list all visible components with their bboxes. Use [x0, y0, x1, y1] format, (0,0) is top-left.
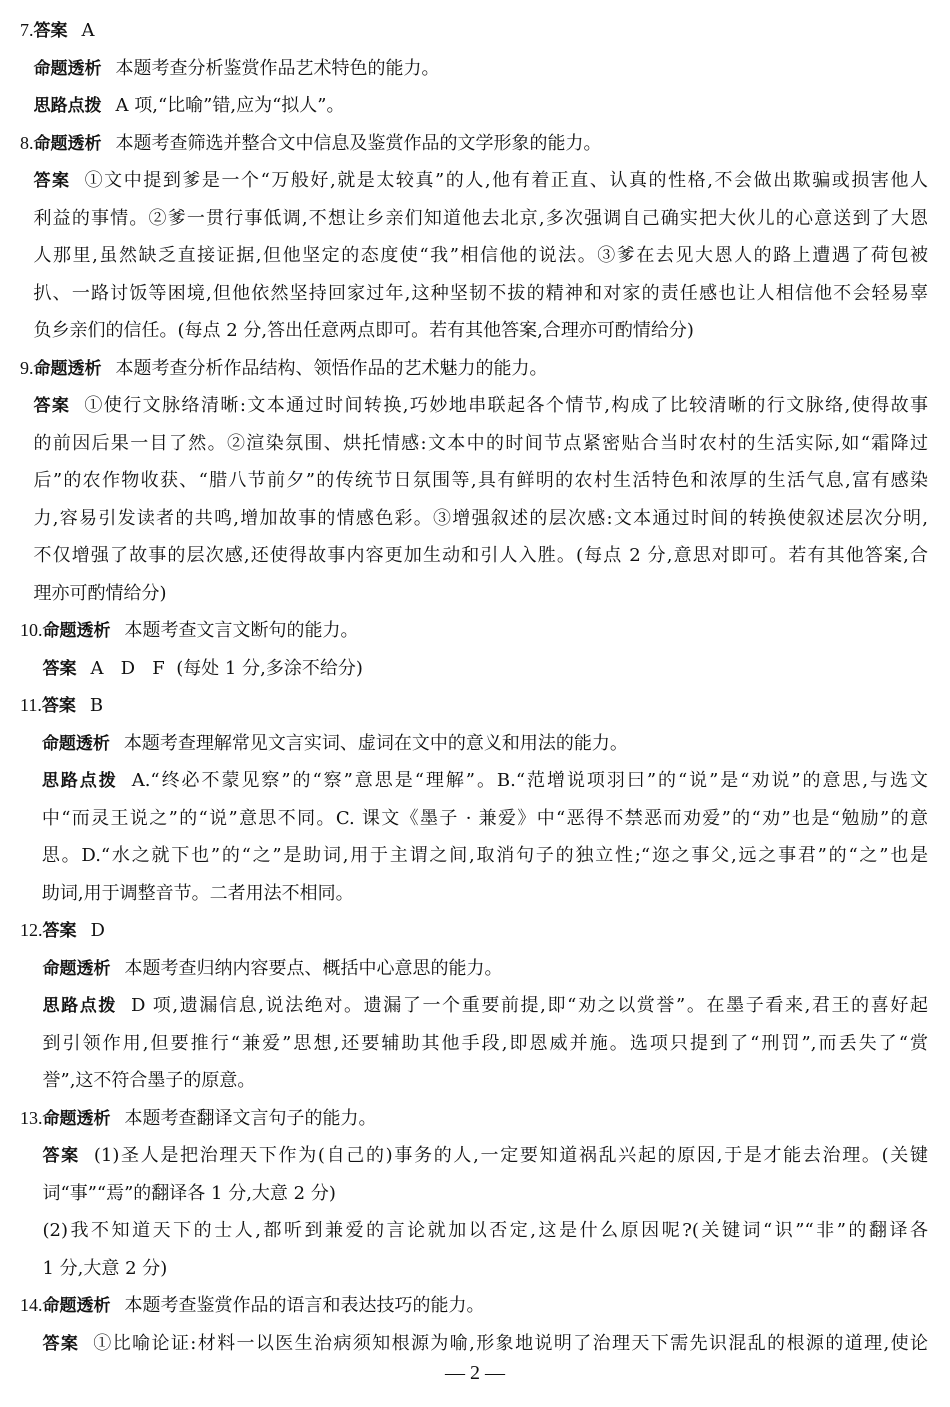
text-line: [43, 1062, 929, 1100]
question-content: [43, 1100, 929, 1288]
line-text: 本题考查翻译文言句子的能力。: [124, 1107, 377, 1129]
answer-document: [20, 12, 928, 1362]
section-label: 命题透析: [33, 133, 102, 154]
text-line: [34, 275, 929, 313]
line-text: 理亦可酌情给分): [33, 582, 167, 604]
text-line: [34, 162, 929, 200]
text-line: [34, 87, 929, 125]
line-text: 后”的农作物收获、“腊八节前夕”的传统节日氛围等,具有鲜明的农村生活特色和浓厚的生活气息,富有感染: [33, 470, 928, 491]
line-text: 本题考查鉴赏作品的语言和表达技巧的能力。: [124, 1295, 485, 1316]
question-number: 11.: [20, 695, 42, 715]
line-text: 本题考查筛选并整合文中信息及鉴赏作品的文学形象的能力。: [115, 132, 602, 154]
line-text: 人那里,虽然缺乏直接证据,但他坚定的态度使“我”相信他的说法。③爹在去见大恩人的路上遭遇了荷包被: [33, 245, 928, 266]
question-number: 9.: [20, 357, 34, 378]
section-label: 答案: [33, 396, 71, 416]
text-line: [34, 387, 929, 425]
line-text: 到引领作用,但要推行“兼爱”思想,还要辅助其他手段,即恩威并施。选项只提到了“刑罚”,而丢失了“赏: [42, 1032, 928, 1054]
question-number: 13.: [20, 1107, 43, 1128]
text-line: [34, 312, 929, 350]
question-content: [42, 687, 928, 912]
line-text: A D F (每处 1 分,多涂不给分): [90, 657, 363, 679]
text-line: [43, 1025, 929, 1063]
line-text: A: [81, 20, 95, 41]
question-7: [20, 12, 928, 125]
line-text: ①比喻论证:材料一以医生治病须知根源为喻,形象地说明了治理天下需先识混乱的根源的道理,使论: [93, 1332, 929, 1354]
section-label: 答案: [42, 1333, 80, 1354]
line-text: 利益的事情。②爹一贯行事低调,不想让乡亲们知道他去北京,多次强调自己确实把大伙儿的心意送到了大恩: [33, 207, 928, 229]
line-text: 本题考查归纳内容要点、概括中心意思的能力。: [124, 957, 503, 979]
line-text: 本题考查理解常见文言实词、虚词在文中的意义和用法的能力。: [123, 732, 628, 754]
line-text: 1 分,大意 2 分): [42, 1257, 168, 1279]
text-line: [34, 12, 929, 50]
line-text: ①文中提到爹是一个“万般好,就是太较真”的人,他有着正直、认真的性格,不会做出欺骗或损害他人: [84, 170, 928, 191]
question-content: [34, 350, 929, 613]
question-number: 14.: [20, 1295, 43, 1315]
section-label: 命题透析: [42, 621, 111, 641]
question-8: [20, 125, 928, 350]
text-line: [34, 425, 929, 463]
section-label: 命题透析: [42, 958, 111, 979]
question-9: [20, 350, 928, 613]
question-content: [43, 912, 929, 1100]
section-label: 命题透析: [41, 733, 110, 754]
line-text: 中“而灵王说之”的“说”意思不同。C. 课文《墨子 · 兼爱》中“恶得不禁恶而劝爱”的“劝”也是“勉励”的意: [41, 807, 928, 829]
text-line: [42, 762, 928, 800]
section-label: 答案: [41, 696, 76, 716]
text-line: [43, 612, 929, 650]
text-line: [34, 237, 929, 275]
text-line: [34, 50, 929, 88]
section-label: 命题透析: [42, 1108, 111, 1129]
question-number: 10.: [20, 620, 43, 640]
text-line: [43, 1100, 929, 1138]
section-label: 命题透析: [33, 58, 102, 79]
line-text: 的前因后果一目了然。②渲染氛围、烘托情感:文本中的时间节点紧密贴合当时农村的生活实际,如“霜降过: [33, 432, 928, 454]
section-label: 答案: [42, 921, 77, 941]
line-text: A.“终必不蒙见察”的“察”意思是“理解”。B.“范增说项羽曰”的“说”是“劝说”的意思,与选文: [131, 770, 928, 791]
line-text: D: [90, 920, 105, 941]
question-11: [20, 687, 928, 912]
section-label: 答案: [33, 21, 68, 41]
page-number: — 2 —: [445, 1362, 505, 1384]
section-label: 思路点拨: [41, 771, 118, 791]
question-content: [43, 612, 929, 687]
text-line: [42, 837, 928, 875]
line-text: 誉”,这不符合墨子的原意。: [42, 1070, 256, 1091]
section-label: 思路点拨: [33, 96, 102, 116]
line-text: A 项,“比喻”错,应为“拟人”。: [115, 95, 345, 116]
question-number: 12.: [20, 920, 43, 940]
text-line: [43, 1287, 929, 1325]
line-text: 不仅增强了故事的层次感,还使得故事内容更加生动和引人入胜。(每点 2 分,意思对即可。若有其他答案,合: [33, 545, 928, 566]
question-14: [20, 1287, 928, 1362]
section-label: 答案: [33, 171, 71, 191]
text-line: [34, 200, 929, 238]
text-line: [43, 1212, 929, 1250]
line-text: 助词,用于调整音节。二者用法不相同。: [41, 882, 354, 904]
text-line: [43, 912, 929, 950]
line-text: 本题考查分析鉴赏作品艺术特色的能力。: [115, 57, 440, 79]
question-content: [43, 1287, 929, 1362]
line-text: (1)圣人是把治理天下作为(自己的)事务的人,一定要知道祸乱兴起的原因,于是才能去治理。(关键: [93, 1145, 928, 1166]
text-line: [34, 500, 929, 538]
text-line: [43, 1137, 929, 1175]
text-line: [43, 1325, 929, 1363]
line-text: 本题考查分析作品结构、领悟作品的艺术魅力的能力。: [115, 357, 548, 379]
text-line: [42, 875, 928, 913]
text-line: [43, 650, 929, 688]
section-label: 答案: [42, 1146, 80, 1166]
question-number: 7.: [20, 20, 34, 40]
text-line: [34, 537, 929, 575]
question-10: [20, 612, 928, 687]
text-line: [42, 687, 928, 725]
text-line: [43, 987, 929, 1025]
line-text: B: [89, 695, 104, 716]
section-label: 命题透析: [42, 1296, 111, 1316]
text-line: [34, 125, 929, 163]
line-text: ①使行文脉络清晰:文本通过时间转换,巧妙地串联起各个情节,构成了比较清晰的行文脉络,使得故事: [84, 395, 929, 416]
section-label: 命题透析: [33, 358, 102, 379]
question-13: [20, 1100, 928, 1288]
line-text: 负乡亲们的信任。(每点 2 分,答出任意两点即可。若有其他答案,合理亦可酌情给分): [33, 320, 694, 341]
line-text: D 项,遗漏信息,说法绝对。遗漏了一个重要前提,即“劝之以赏誉”。在墨子看来,君王的喜好起: [130, 995, 928, 1016]
text-line: [42, 800, 928, 838]
text-line: [42, 725, 928, 763]
line-text: 扒、一路讨饭等困境,但他依然坚持回家过年,这种坚韧不拔的精神和对家的责任感也让人相信他不会轻易辜: [33, 282, 928, 304]
text-line: [34, 575, 929, 613]
question-number: 8.: [20, 132, 34, 153]
line-text: 词“事”“焉”的翻译各 1 分,大意 2 分): [42, 1182, 336, 1204]
line-text: 力,容易引发读者的共鸣,增加故事的情感色彩。③增强叙述的层次感:文本通过时间的转换使叙述层次分明,: [33, 507, 928, 529]
line-text: 思。D.“水之就下也”的“之”是助词,用于主谓之间,取消句子的独立性;“迩之事父,远之事君”的“之”也是: [41, 845, 928, 866]
section-label: 答案: [42, 658, 77, 679]
line-text: (2)我不知道天下的士人,都听到兼爱的言论就加以否定,这是什么原因呢?(关键词“识”“非”的翻译各: [42, 1220, 928, 1241]
text-line: [34, 350, 929, 388]
line-text: 本题考查文言文断句的能力。: [124, 620, 359, 641]
question-12: [20, 912, 928, 1100]
text-line: [43, 1175, 929, 1213]
text-line: [34, 462, 929, 500]
section-label: 思路点拨: [42, 996, 117, 1016]
question-content: [34, 12, 929, 125]
text-line: [43, 950, 929, 988]
text-line: [43, 1250, 929, 1288]
question-content: [34, 125, 929, 350]
